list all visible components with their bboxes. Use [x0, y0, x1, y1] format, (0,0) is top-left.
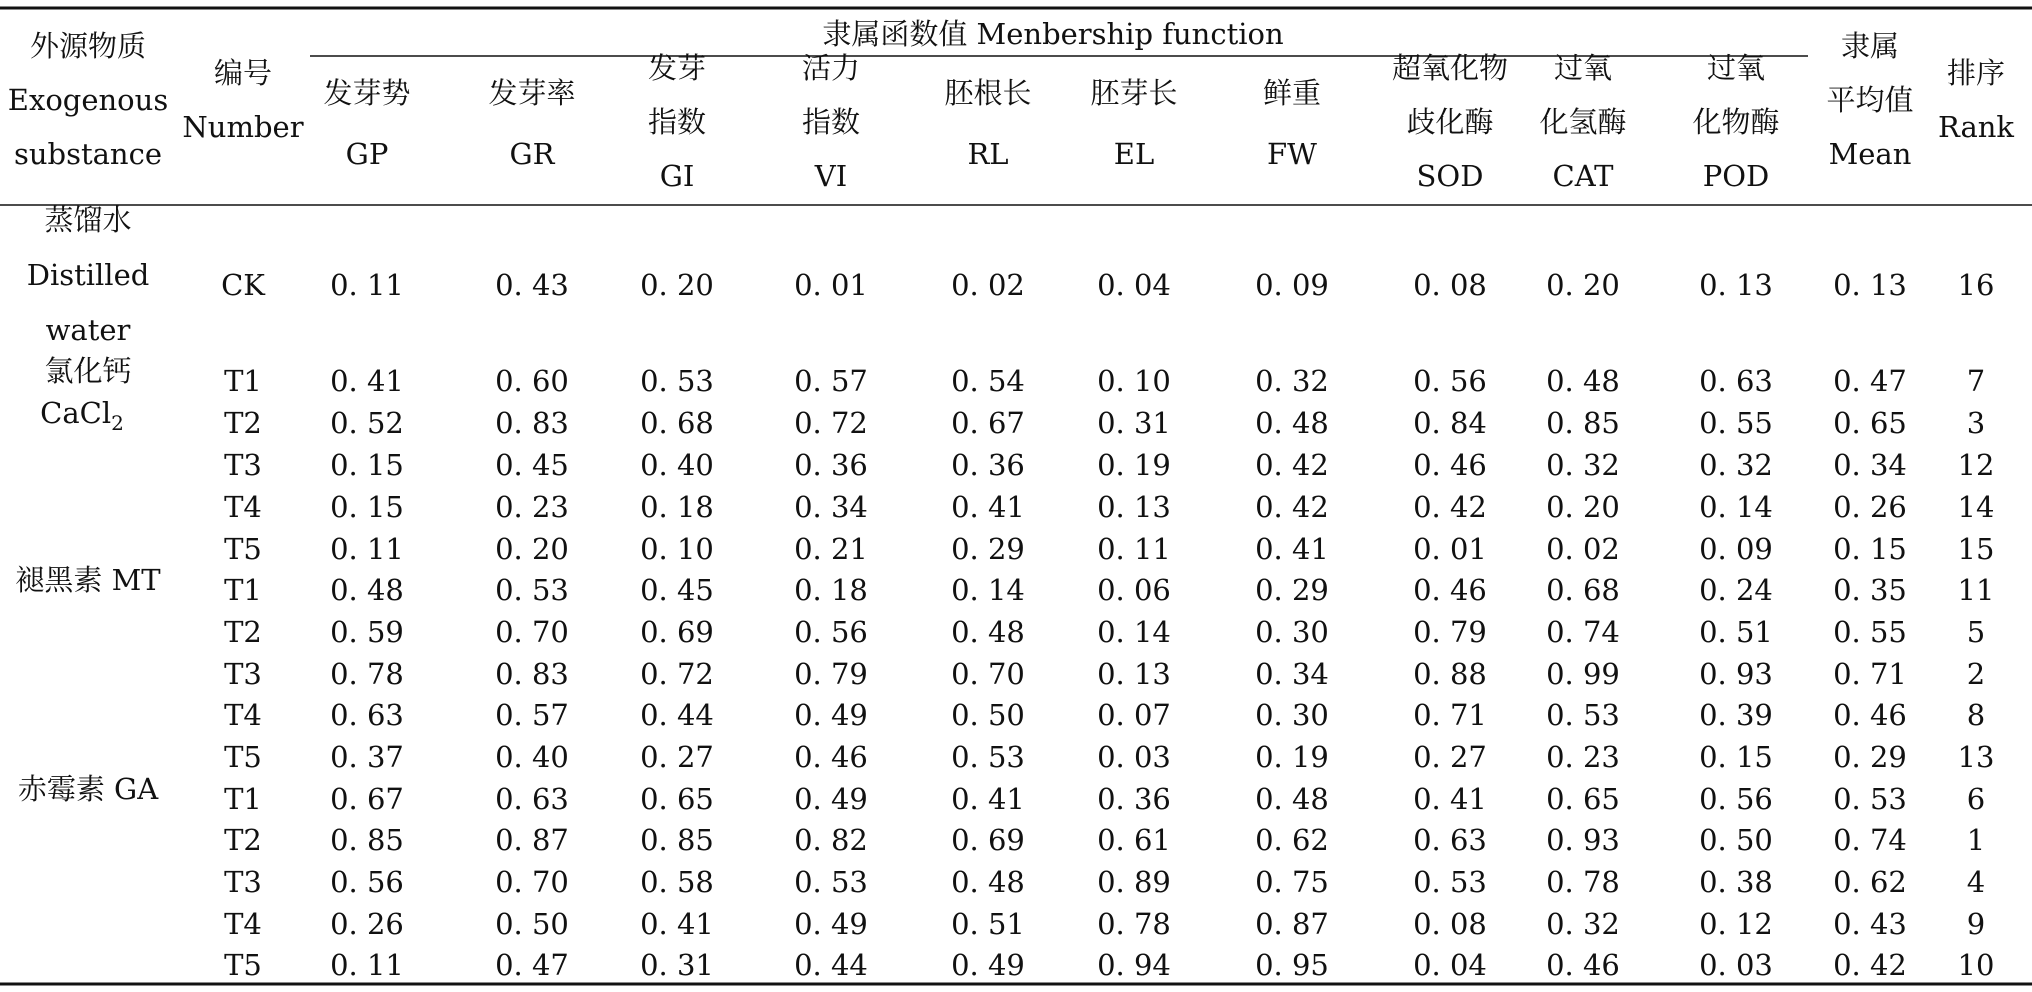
cell-vi: 0. 79 [794, 657, 868, 691]
cell-number: T5 [224, 948, 262, 982]
cell-sod: 0. 27 [1413, 740, 1487, 774]
cell-number: T4 [224, 907, 262, 941]
cell-gp: 0. 15 [330, 448, 404, 482]
cell-fw: 0. 41 [1255, 532, 1329, 566]
cell-sod: 0. 08 [1413, 907, 1487, 941]
cell-pod: 0. 13 [1699, 268, 1773, 302]
cell-gr: 0. 40 [495, 740, 569, 774]
cell-gi: 0. 10 [640, 532, 714, 566]
cell-number: T1 [224, 364, 262, 398]
header-rl-line-1: RL [967, 137, 1009, 171]
table-row [224, 823, 1985, 857]
cell-fw: 0. 19 [1255, 740, 1329, 774]
header-mean-line-1: 平均值 [1826, 83, 1914, 117]
cell-mean: 0. 13 [1833, 268, 1907, 302]
cell-gr: 0. 53 [495, 573, 569, 607]
header-substance-line-0: 外源物质 [29, 29, 147, 63]
cell-el: 0. 19 [1097, 448, 1171, 482]
cell-sod: 0. 42 [1413, 490, 1487, 524]
cell-gi: 0. 44 [640, 698, 714, 732]
cell-gp: 0. 63 [330, 698, 404, 732]
header-sod-line-1: 歧化酶 [1406, 105, 1494, 139]
cell-el: 0. 07 [1097, 698, 1171, 732]
cell-gi: 0. 20 [640, 268, 714, 302]
cell-sod: 0. 46 [1413, 448, 1487, 482]
cell-sod: 0. 41 [1413, 782, 1487, 816]
cell-el: 0. 03 [1097, 740, 1171, 774]
header-fw-line-0: 鲜重 [1262, 76, 1322, 110]
cell-mean: 0. 62 [1833, 865, 1907, 899]
group-label-0-line-2: water [45, 313, 131, 347]
cell-el: 0. 31 [1097, 406, 1171, 440]
cell-gi: 0. 40 [640, 448, 714, 482]
cell-pod: 0. 24 [1699, 573, 1773, 607]
cell-rl: 0. 51 [951, 907, 1025, 941]
cell-cat: 0. 68 [1546, 573, 1620, 607]
cell-cat: 0. 99 [1546, 657, 1620, 691]
header-rl-line-0: 胚根长 [944, 76, 1032, 110]
cell-pod: 0. 55 [1699, 406, 1773, 440]
table-row [224, 948, 1994, 982]
cell-sod: 0. 53 [1413, 865, 1487, 899]
cell-rank: 10 [1957, 948, 1995, 982]
cell-vi: 0. 01 [794, 268, 868, 302]
cell-vi: 0. 49 [794, 698, 868, 732]
cell-vi: 0. 53 [794, 865, 868, 899]
cell-vi: 0. 44 [794, 948, 868, 982]
cell-number: T3 [224, 865, 262, 899]
header-gi-line-1: 指数 [647, 105, 707, 139]
cell-vi: 0. 21 [794, 532, 868, 566]
header-gi-line-0: 发芽 [647, 51, 707, 85]
cell-fw: 0. 87 [1255, 907, 1329, 941]
cell-rl: 0. 41 [951, 782, 1025, 816]
cell-cat: 0. 48 [1546, 364, 1620, 398]
cell-cat: 0. 53 [1546, 698, 1620, 732]
cell-mean: 0. 42 [1833, 948, 1907, 982]
cell-pod: 0. 38 [1699, 865, 1773, 899]
cell-mean: 0. 15 [1833, 532, 1907, 566]
cell-mean: 0. 46 [1833, 698, 1907, 732]
cell-sod: 0. 08 [1413, 268, 1487, 302]
cell-fw: 0. 09 [1255, 268, 1329, 302]
cell-gr: 0. 45 [495, 448, 569, 482]
table-row [224, 865, 1985, 899]
cell-cat: 0. 32 [1546, 448, 1620, 482]
cell-rl: 0. 41 [951, 490, 1025, 524]
cell-gi: 0. 31 [640, 948, 714, 982]
header-el-line-1: EL [1113, 137, 1155, 171]
cell-gi: 0. 27 [640, 740, 714, 774]
cell-fw: 0. 30 [1255, 615, 1329, 649]
cell-rl: 0. 50 [951, 698, 1025, 732]
cell-rank: 6 [1966, 782, 1986, 816]
cell-gi: 0. 72 [640, 657, 714, 691]
cell-gp: 0. 15 [330, 490, 404, 524]
cell-gi: 0. 68 [640, 406, 714, 440]
cell-pod: 0. 93 [1699, 657, 1773, 691]
cell-rl: 0. 49 [951, 948, 1025, 982]
cell-vi: 0. 56 [794, 615, 868, 649]
cell-gp: 0. 52 [330, 406, 404, 440]
cell-sod: 0. 56 [1413, 364, 1487, 398]
header-el-line-0: 胚芽长 [1090, 76, 1178, 110]
cell-el: 0. 04 [1097, 268, 1171, 302]
header-pod-line-0: 过氧 [1706, 51, 1766, 85]
cell-mean: 0. 47 [1833, 364, 1907, 398]
header-vi-line-2: VI [814, 159, 848, 193]
header-gp-line-0: 发芽势 [323, 76, 411, 110]
cell-mean: 0. 65 [1833, 406, 1907, 440]
cell-pod: 0. 03 [1699, 948, 1773, 982]
cell-gr: 0. 70 [495, 865, 569, 899]
table-row [224, 448, 1994, 482]
cell-pod: 0. 32 [1699, 448, 1773, 482]
table-row [224, 907, 1985, 941]
group-label-0-line-0: 蒸馏水 [44, 203, 132, 237]
cell-gr: 0. 47 [495, 948, 569, 982]
cell-number: T2 [224, 615, 262, 649]
cell-cat: 0. 23 [1546, 740, 1620, 774]
cell-gr: 0. 20 [495, 532, 569, 566]
cell-vi: 0. 18 [794, 573, 868, 607]
cacl2-subscript: 2 [111, 411, 124, 435]
header-cat-line-0: 过氧 [1553, 51, 1613, 85]
cell-gi: 0. 65 [640, 782, 714, 816]
cell-sod: 0. 04 [1413, 948, 1487, 982]
cell-pod: 0. 12 [1699, 907, 1773, 941]
cell-sod: 0. 63 [1413, 823, 1487, 857]
cell-rank: 8 [1966, 698, 1986, 732]
cell-mean: 0. 34 [1833, 448, 1907, 482]
cell-fw: 0. 32 [1255, 364, 1329, 398]
cell-cat: 0. 32 [1546, 907, 1620, 941]
cell-rl: 0. 29 [951, 532, 1025, 566]
cell-fw: 0. 30 [1255, 698, 1329, 732]
cell-number: T3 [224, 448, 262, 482]
cell-gr: 0. 43 [495, 268, 569, 302]
cell-pod: 0. 09 [1699, 532, 1773, 566]
cell-gi: 0. 41 [640, 907, 714, 941]
cell-rl: 0. 48 [951, 615, 1025, 649]
cell-rl: 0. 48 [951, 865, 1025, 899]
table-row [224, 490, 1994, 524]
cell-fw: 0. 34 [1255, 657, 1329, 691]
cell-vi: 0. 36 [794, 448, 868, 482]
cell-gp: 0. 41 [330, 364, 404, 398]
column-headers [8, 29, 2015, 193]
cell-sod: 0. 84 [1413, 406, 1487, 440]
cell-number: T2 [224, 406, 262, 440]
cell-mean: 0. 43 [1833, 907, 1907, 941]
cell-el: 0. 78 [1097, 907, 1171, 941]
cell-rank: 9 [1966, 907, 1986, 941]
cell-gr: 0. 60 [495, 364, 569, 398]
group-label-1-line-1: CaCl$_2$ [40, 396, 124, 435]
table-row [224, 698, 1985, 732]
cell-fw: 0. 48 [1255, 406, 1329, 440]
cell-el: 0. 14 [1097, 615, 1171, 649]
cell-mean: 0. 71 [1833, 657, 1907, 691]
cell-el: 0. 36 [1097, 782, 1171, 816]
cell-gr: 0. 87 [495, 823, 569, 857]
cell-el: 0. 11 [1097, 532, 1171, 566]
cell-fw: 0. 95 [1255, 948, 1329, 982]
table-row [224, 573, 1994, 607]
cell-el: 0. 10 [1097, 364, 1171, 398]
cell-gp: 0. 67 [330, 782, 404, 816]
cell-sod: 0. 01 [1413, 532, 1487, 566]
header-substance-line-1: Exogenous [7, 83, 169, 117]
cell-gi: 0. 53 [640, 364, 714, 398]
cell-gi: 0. 18 [640, 490, 714, 524]
cell-rank: 2 [1966, 657, 1986, 691]
cell-number: T4 [224, 490, 262, 524]
cell-number: T1 [224, 782, 262, 816]
header-gr-line-1: GR [509, 137, 555, 171]
cell-rl: 0. 67 [951, 406, 1025, 440]
cell-cat: 0. 46 [1546, 948, 1620, 982]
cell-gp: 0. 11 [330, 268, 404, 302]
cell-gr: 0. 83 [495, 657, 569, 691]
cell-gr: 0. 83 [495, 406, 569, 440]
cell-gp: 0. 37 [330, 740, 404, 774]
cell-cat: 0. 02 [1546, 532, 1620, 566]
table-row [224, 615, 1985, 649]
group-label-0-line-1: Distilled [26, 258, 150, 292]
cell-cat: 0. 20 [1546, 490, 1620, 524]
cell-rl: 0. 02 [951, 268, 1025, 302]
cell-gp: 0. 56 [330, 865, 404, 899]
cell-pod: 0. 39 [1699, 698, 1773, 732]
cell-rank: 14 [1957, 490, 1995, 524]
cell-el: 0. 61 [1097, 823, 1171, 857]
cell-el: 0. 06 [1097, 573, 1171, 607]
header-number-line-0: 编号 [213, 56, 273, 90]
cell-number: CK [221, 268, 265, 302]
table-row [224, 406, 1985, 440]
header-gi-line-2: GI [659, 159, 695, 193]
cell-vi: 0. 72 [794, 406, 868, 440]
cell-rank: 5 [1966, 615, 1986, 649]
cell-cat: 0. 93 [1546, 823, 1620, 857]
cell-rl: 0. 53 [951, 740, 1025, 774]
cell-el: 0. 13 [1097, 657, 1171, 691]
cell-pod: 0. 56 [1699, 782, 1773, 816]
cell-fw: 0. 75 [1255, 865, 1329, 899]
cell-rank: 12 [1957, 448, 1995, 482]
cell-number: T1 [224, 573, 262, 607]
cell-el: 0. 94 [1097, 948, 1171, 982]
cell-gr: 0. 23 [495, 490, 569, 524]
cell-el: 0. 13 [1097, 490, 1171, 524]
header-sod-line-0: 超氧化物 [1391, 51, 1509, 85]
cell-fw: 0. 48 [1255, 782, 1329, 816]
header-mean-line-2: Mean [1828, 137, 1912, 171]
cell-number: T2 [224, 823, 262, 857]
cell-rl: 0. 54 [951, 364, 1025, 398]
group-label-1-line-0: 氯化钙 [44, 354, 132, 388]
cell-cat: 0. 85 [1546, 406, 1620, 440]
cell-vi: 0. 46 [794, 740, 868, 774]
cell-pod: 0. 14 [1699, 490, 1773, 524]
table-row [224, 782, 1985, 816]
cell-gp: 0. 11 [330, 948, 404, 982]
cell-sod: 0. 88 [1413, 657, 1487, 691]
cell-rank: 1 [1966, 823, 1986, 857]
cell-gr: 0. 63 [495, 782, 569, 816]
cell-vi: 0. 49 [794, 907, 868, 941]
cell-vi: 0. 34 [794, 490, 868, 524]
cell-sod: 0. 71 [1413, 698, 1487, 732]
cell-rank: 11 [1957, 573, 1995, 607]
table-row [224, 657, 1985, 691]
cell-gp: 0. 78 [330, 657, 404, 691]
cell-fw: 0. 42 [1255, 448, 1329, 482]
cell-fw: 0. 42 [1255, 490, 1329, 524]
cell-vi: 0. 57 [794, 364, 868, 398]
header-cat-line-1: 化氢酶 [1539, 105, 1627, 139]
header-rank-line-1: Rank [1937, 110, 2015, 144]
cell-pod: 0. 15 [1699, 740, 1773, 774]
cell-cat: 0. 20 [1546, 268, 1620, 302]
header-sod-line-2: SOD [1416, 159, 1484, 193]
cell-sod: 0. 79 [1413, 615, 1487, 649]
header-number-line-1: Number [182, 110, 304, 144]
cell-mean: 0. 26 [1833, 490, 1907, 524]
cell-vi: 0. 49 [794, 782, 868, 816]
cell-cat: 0. 65 [1546, 782, 1620, 816]
cell-pod: 0. 51 [1699, 615, 1773, 649]
cell-fw: 0. 29 [1255, 573, 1329, 607]
header-cat-line-2: CAT [1552, 159, 1614, 193]
cell-gi: 0. 58 [640, 865, 714, 899]
cell-fw: 0. 62 [1255, 823, 1329, 857]
cell-number: T5 [224, 740, 262, 774]
cell-gp: 0. 59 [330, 615, 404, 649]
cell-vi: 0. 82 [794, 823, 868, 857]
header-pod-line-1: 化物酶 [1692, 105, 1780, 139]
cell-mean: 0. 29 [1833, 740, 1907, 774]
cell-gp: 0. 26 [330, 907, 404, 941]
cell-rl: 0. 70 [951, 657, 1025, 691]
cell-mean: 0. 53 [1833, 782, 1907, 816]
header-rank-line-0: 排序 [1946, 56, 2006, 90]
header-gr-line-0: 发芽率 [488, 76, 576, 110]
cell-mean: 0. 74 [1833, 823, 1907, 857]
cell-cat: 0. 74 [1546, 615, 1620, 649]
header-substance-line-2: substance [13, 137, 163, 171]
cell-gi: 0. 69 [640, 615, 714, 649]
cell-gi: 0. 85 [640, 823, 714, 857]
cell-rank: 16 [1957, 268, 1995, 302]
cell-number: T5 [224, 532, 262, 566]
cell-rank: 3 [1966, 406, 1986, 440]
table-row [224, 532, 1994, 566]
span-header: 隶属函数值 Menbership function [822, 17, 1284, 51]
cell-rank: 7 [1966, 364, 1986, 398]
cell-gp: 0. 85 [330, 823, 404, 857]
header-mean-line-0: 隶属 [1840, 29, 1900, 63]
cell-gi: 0. 45 [640, 573, 714, 607]
table-row [224, 364, 1985, 398]
table-row [221, 268, 1994, 302]
cell-number: T3 [224, 657, 262, 691]
header-pod-line-2: POD [1702, 159, 1770, 193]
table-body [221, 268, 1994, 982]
cell-sod: 0. 46 [1413, 573, 1487, 607]
cell-number: T4 [224, 698, 262, 732]
cell-gp: 0. 11 [330, 532, 404, 566]
cell-gp: 0. 48 [330, 573, 404, 607]
header-gp-line-1: GP [345, 137, 389, 171]
cell-rl: 0. 14 [951, 573, 1025, 607]
cell-mean: 0. 35 [1833, 573, 1907, 607]
group-label-2-line-0: 褪黑素 MT [15, 563, 161, 597]
cell-rank: 15 [1957, 532, 1995, 566]
cell-gr: 0. 50 [495, 907, 569, 941]
cell-cat: 0. 78 [1546, 865, 1620, 899]
header-fw-line-1: FW [1267, 137, 1317, 171]
cell-gr: 0. 57 [495, 698, 569, 732]
cell-pod: 0. 50 [1699, 823, 1773, 857]
table-row [224, 740, 1994, 774]
group-labels [15, 203, 161, 806]
header-vi-line-0: 活力 [801, 51, 861, 85]
cell-rl: 0. 69 [951, 823, 1025, 857]
cell-rank: 4 [1966, 865, 1986, 899]
cell-rl: 0. 36 [951, 448, 1025, 482]
header-vi-line-1: 指数 [801, 105, 861, 139]
cell-el: 0. 89 [1097, 865, 1171, 899]
cell-rank: 13 [1957, 740, 1995, 774]
group-label-3-line-0: 赤霉素 GA [17, 772, 159, 806]
cell-gr: 0. 70 [495, 615, 569, 649]
cell-pod: 0. 63 [1699, 364, 1773, 398]
cell-mean: 0. 55 [1833, 615, 1907, 649]
